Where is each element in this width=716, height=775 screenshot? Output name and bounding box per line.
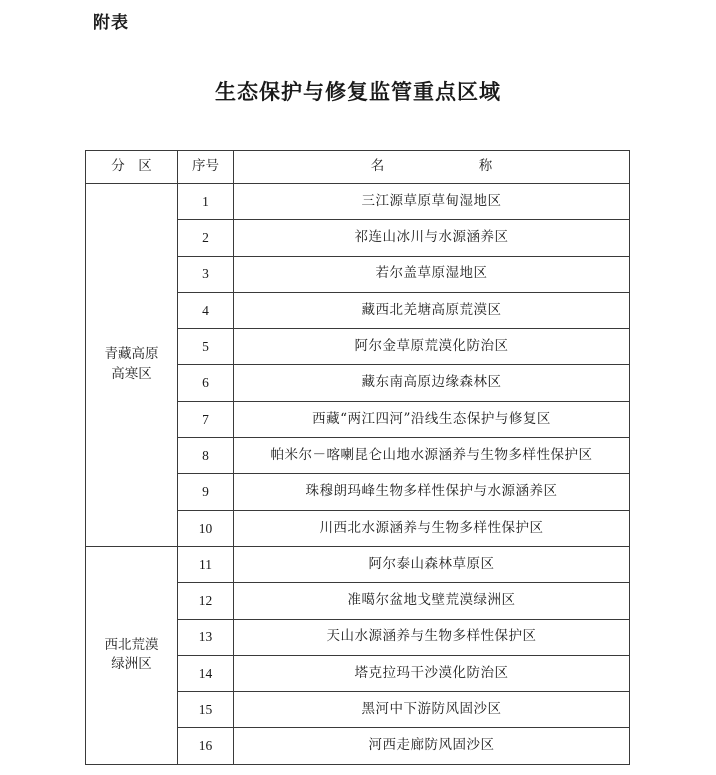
- region-name-cell: 西藏“两江四河”沿线生态保护与修复区: [234, 401, 630, 437]
- seq-cell: 7: [178, 401, 234, 437]
- region-name-cell: 祁连山冰川与水源涵养区: [234, 220, 630, 256]
- header-seq: 序号: [178, 151, 234, 184]
- region-name-cell: 藏东南高原边缘森林区: [234, 365, 630, 401]
- seq-cell: 8: [178, 438, 234, 474]
- region-name-cell: 三江源草原草甸湿地区: [234, 184, 630, 220]
- table-row: [86, 184, 630, 220]
- seq-cell: 9: [178, 474, 234, 510]
- seq-cell: 3: [178, 256, 234, 292]
- zone-label-line: 西北荒漠: [104, 636, 159, 653]
- region-name-cell: 河西走廊防风固沙区: [234, 728, 630, 764]
- seq-cell: 4: [178, 292, 234, 328]
- seq-cell: 2: [178, 220, 234, 256]
- region-name-cell: 阿尔金草原荒漠化防治区: [234, 329, 630, 365]
- table-body: [86, 184, 630, 765]
- seq-cell: 5: [178, 329, 234, 365]
- region-name-cell: 帕米尔－喀喇昆仑山地水源涵养与生物多样性保护区: [234, 438, 630, 474]
- regions-table: [85, 150, 630, 765]
- region-name-cell: 藏西北羌塘高原荒漠区: [234, 292, 630, 328]
- zone-cell: [86, 546, 178, 764]
- zone-label-line: 青藏高原: [104, 346, 159, 363]
- region-name-cell: 天山水源涵养与生物多样性保护区: [234, 619, 630, 655]
- seq-cell: 12: [178, 583, 234, 619]
- seq-cell: 10: [178, 510, 234, 546]
- document-title: 生态保护与修复监管重点区域: [215, 80, 501, 104]
- seq-cell: 15: [178, 692, 234, 728]
- seq-cell: 16: [178, 728, 234, 764]
- region-name-cell: 珠穆朗玛峰生物多样性保护与水源涵养区: [234, 474, 630, 510]
- seq-cell: 6: [178, 365, 234, 401]
- seq-cell: 1: [178, 184, 234, 220]
- region-name-cell: 准噶尔盆地戈壁荒漠绿洲区: [234, 583, 630, 619]
- zone-label-line: 绿洲区: [111, 656, 152, 673]
- table-header-row: [86, 151, 630, 184]
- region-name-cell: 阿尔泰山森林草原区: [234, 546, 630, 582]
- seq-cell: 11: [178, 546, 234, 582]
- table-row: [86, 546, 630, 582]
- appendix-label: 附表: [93, 13, 129, 33]
- seq-cell: 14: [178, 655, 234, 691]
- zone-label-line: 高寒区: [111, 365, 152, 382]
- zone-cell: [86, 184, 178, 547]
- region-name-cell: 塔克拉玛干沙漠化防治区: [234, 655, 630, 691]
- header-name: 名 称: [234, 151, 630, 184]
- region-name-cell: 黑河中下游防风固沙区: [234, 692, 630, 728]
- region-name-cell: 川西北水源涵养与生物多样性保护区: [234, 510, 630, 546]
- seq-cell: 13: [178, 619, 234, 655]
- region-name-cell: 若尔盖草原湿地区: [234, 256, 630, 292]
- header-zone: 分 区: [86, 151, 178, 184]
